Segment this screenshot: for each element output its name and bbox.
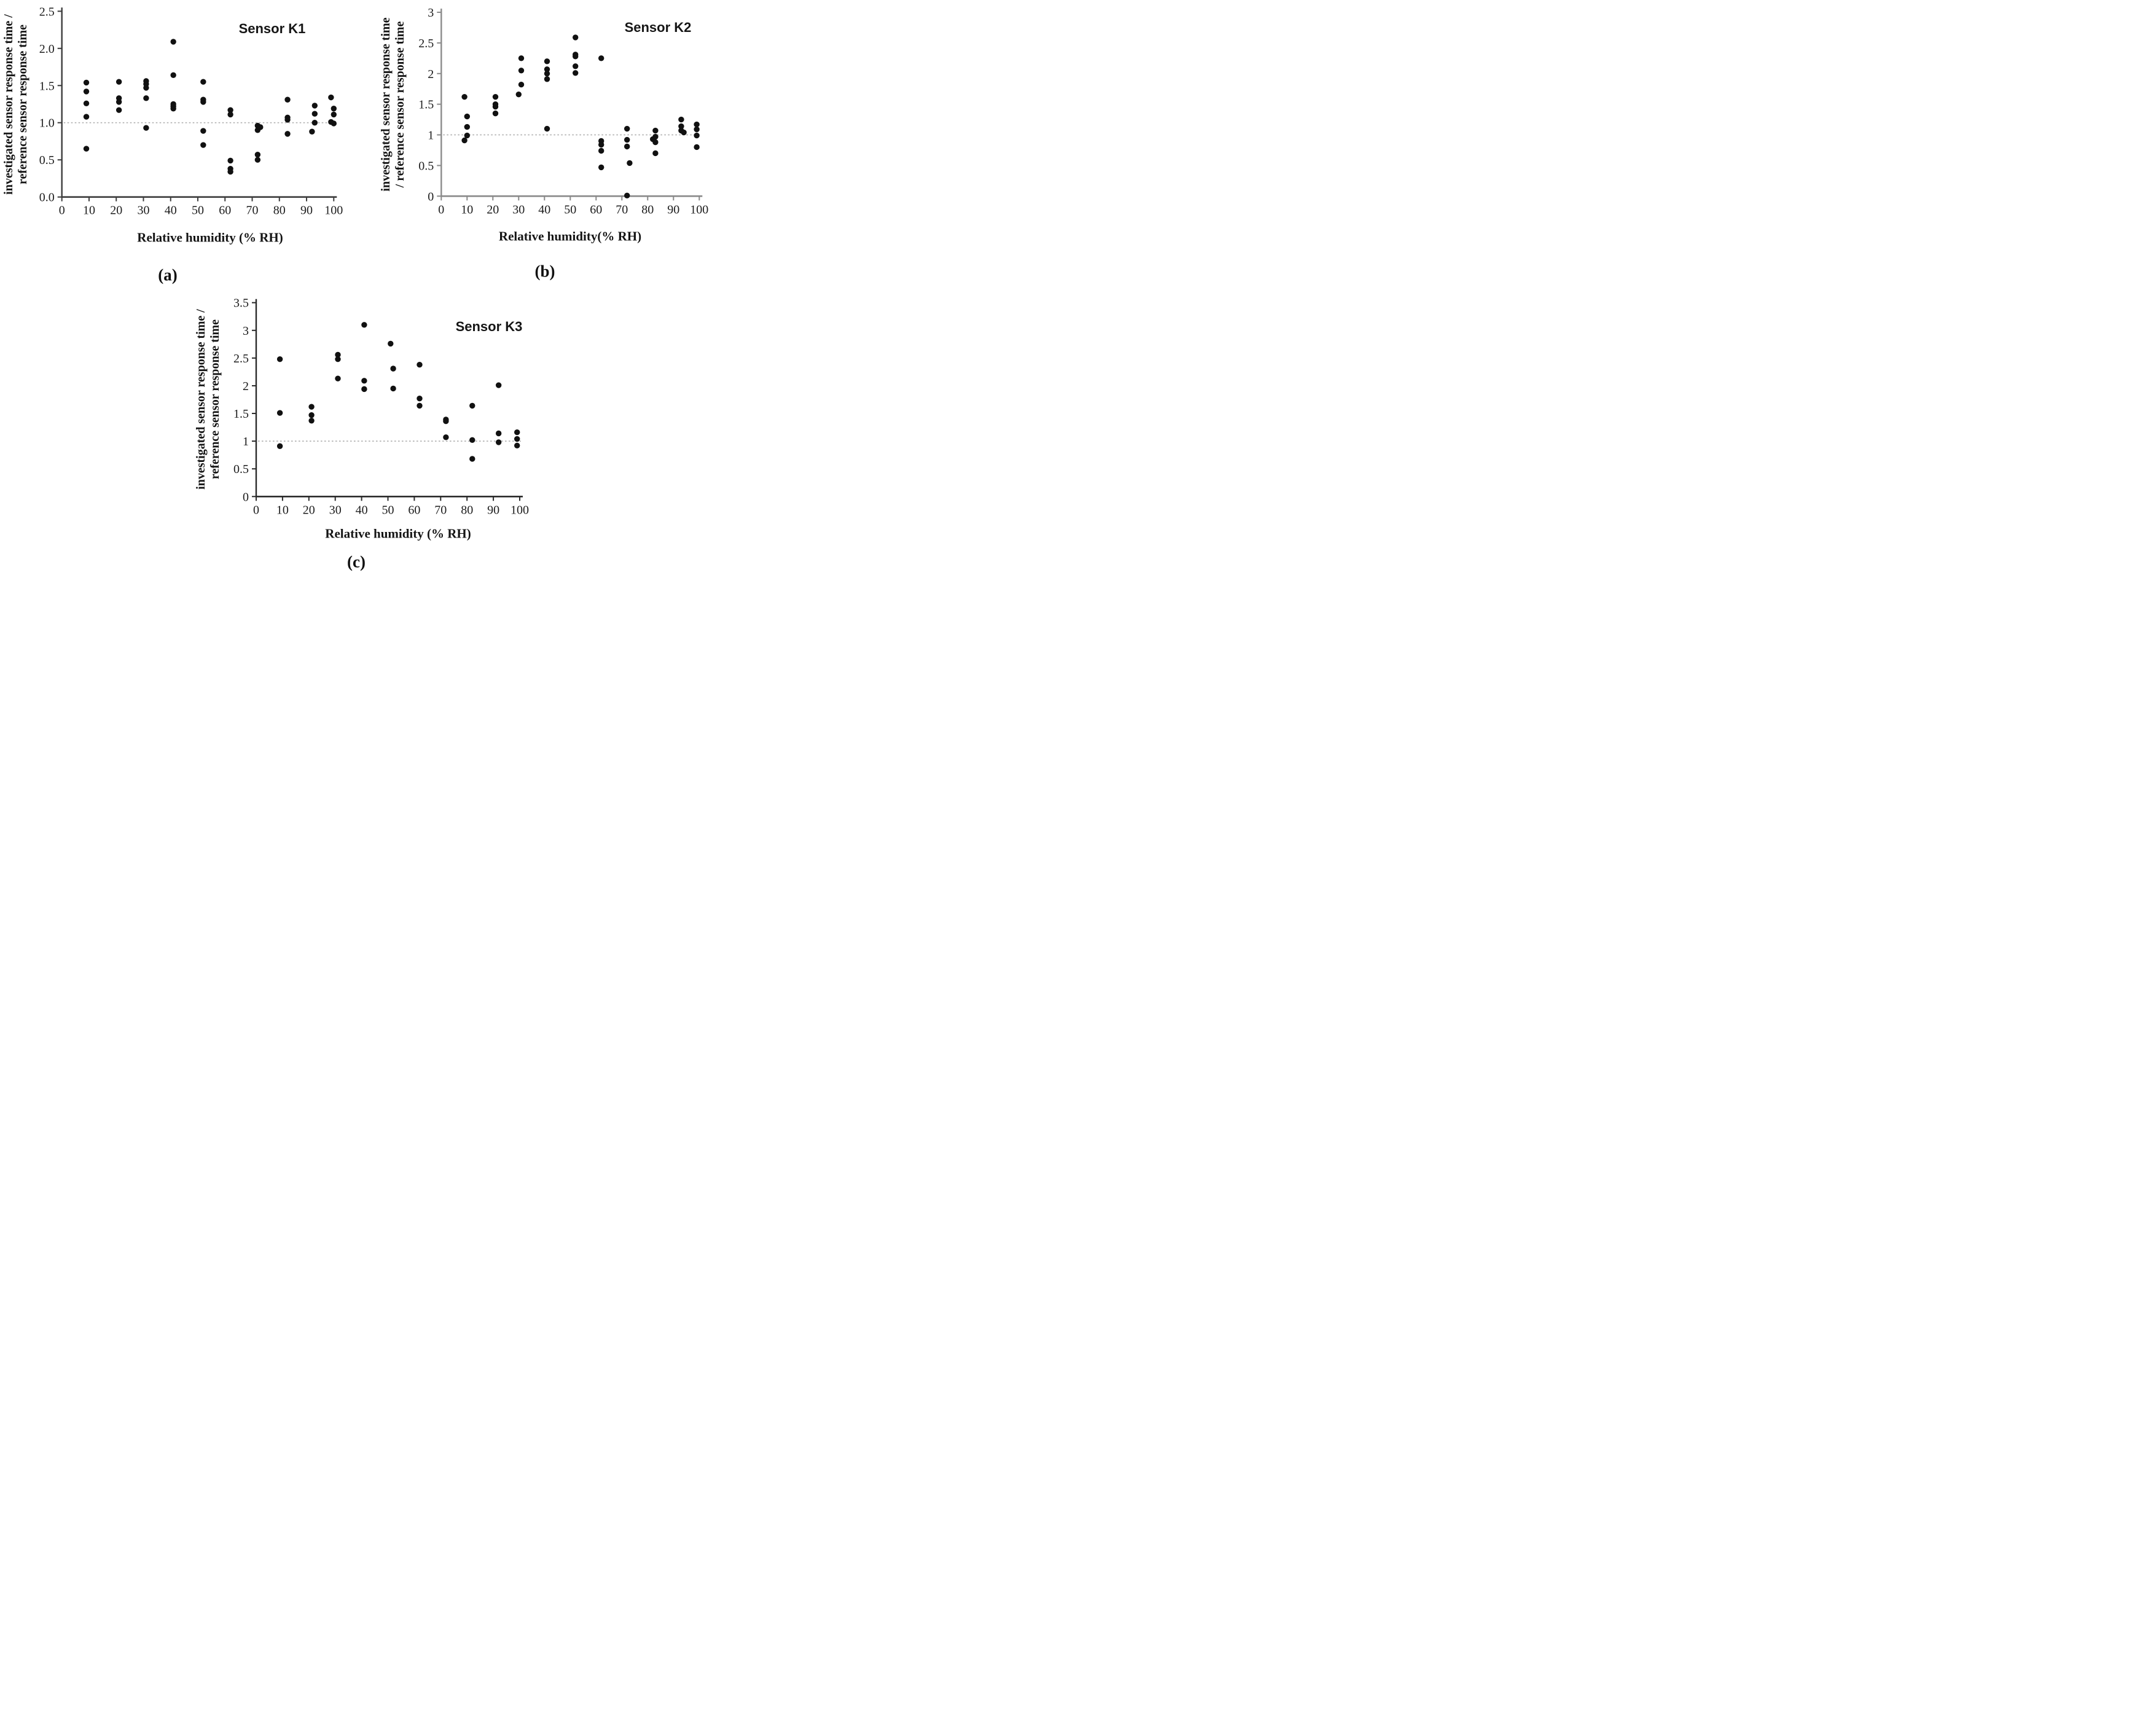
chart-b-x-tick-label: 70	[616, 203, 628, 217]
chart-b-data-point	[493, 104, 498, 109]
chart-c-data-point	[417, 362, 422, 367]
chart-b-x-tick-label: 20	[487, 203, 499, 217]
chart-c-x-tick-label: 40	[355, 503, 368, 517]
chart-c-y-axis-label-line2: reference sensor response time	[208, 319, 222, 480]
chart-a-data-point	[84, 146, 89, 151]
chart-a-data-point	[84, 88, 89, 94]
chart-a-data-point	[227, 158, 233, 163]
chart-b-caption: (b)	[534, 262, 555, 281]
chart-a-data-point	[312, 111, 318, 117]
chart-b-data-point	[516, 92, 522, 97]
chart-a-data-point	[170, 39, 176, 44]
chart-c-data-point	[308, 418, 314, 423]
chart-b-data-point	[544, 126, 550, 131]
chart-b-x-tick-label: 80	[641, 203, 654, 217]
chart-c-data-point	[417, 396, 422, 401]
chart-a-x-tick-label: 90	[300, 203, 313, 217]
chart-c-data-point	[443, 418, 448, 424]
chart-c-data-point	[469, 456, 475, 461]
chart-a-data-point	[116, 107, 122, 112]
chart-a-data-point	[331, 112, 337, 117]
chart-c-data-point	[417, 403, 422, 409]
chart-c-y-tick-label: 3.5	[233, 296, 249, 310]
chart-a-y-tick-label: 1.5	[39, 79, 55, 93]
chart-b-data-point	[573, 70, 578, 76]
chart-b-x-tick-label: 50	[564, 203, 577, 217]
chart-b-x-tick-label: 0	[438, 203, 445, 217]
chart-b-y-tick-label: 0.5	[418, 159, 434, 173]
chart-a-data-point	[312, 103, 318, 108]
chart-a-data-point	[84, 80, 89, 85]
chart-a-data-point	[200, 128, 206, 133]
chart-a-y-axis-label-line2: reference sensor response time	[16, 24, 29, 185]
chart-b-data-point	[627, 160, 632, 166]
chart-a-data-point	[312, 120, 318, 125]
chart-a-y-tick-label: 0.5	[39, 154, 55, 168]
chart-b-data-point	[598, 165, 604, 170]
chart-b-data-point	[598, 55, 604, 61]
chart-c-data-point	[335, 376, 340, 381]
chart-a-data-point	[200, 142, 206, 147]
chart-c-y-tick-label: 0.5	[233, 463, 249, 477]
chart-a-plot	[39, 5, 343, 217]
chart-b-data-point	[464, 124, 470, 130]
chart-a-data-point	[170, 106, 176, 111]
chart-b-data-points	[461, 34, 699, 198]
chart-b-data-point	[573, 53, 578, 59]
chart-c-x-tick-label: 50	[381, 503, 394, 517]
chart-a-x-tick-label: 100	[324, 203, 343, 217]
chart-a-data-point	[143, 95, 149, 101]
chart-b-y-axis-label	[379, 17, 407, 191]
chart-a-x-tick-label: 70	[246, 203, 259, 217]
chart-a-data-point	[227, 169, 233, 174]
chart-c-data-point	[514, 429, 520, 435]
chart-b-x-axis-label: Relative humidity(% RH)	[498, 229, 642, 244]
chart-c-x-tick-label: 70	[434, 503, 447, 517]
chart-a-data-point	[284, 97, 290, 103]
chart-a-title: Sensor K1	[238, 21, 306, 36]
chart-b-y-tick-label: 1.5	[418, 98, 434, 112]
chart-c-data-point	[469, 403, 475, 409]
chart-c-data-point	[469, 437, 475, 443]
chart-b-data-point	[598, 142, 604, 147]
chart-b-data-point	[461, 138, 467, 143]
chart-b-data-point	[464, 114, 470, 119]
chart-b-data-point	[681, 130, 686, 135]
chart-c-data-point	[390, 366, 396, 371]
chart-a-y-tick-label: 1.0	[39, 116, 55, 130]
chart-a-data-point	[116, 79, 122, 85]
chart-a-x-tick-label: 50	[192, 203, 204, 217]
chart-c-data-point	[514, 436, 520, 442]
chart-a-x-tick-label: 0	[58, 203, 65, 217]
chart-b-x-tick-label: 60	[590, 203, 603, 217]
chart-b-x-tick-label: 40	[538, 203, 551, 217]
chart-a-x-tick-label: 60	[219, 203, 232, 217]
chart-b-data-point	[624, 144, 630, 149]
chart-c-data-point	[277, 356, 283, 362]
chart-a-data-point	[84, 114, 89, 119]
chart-c-data-point	[496, 439, 501, 445]
chart-a-caption: (a)	[158, 265, 178, 284]
chart-b-data-point	[624, 137, 630, 143]
chart-c-y-tick-label: 1.5	[233, 407, 249, 421]
chart-b-y-axis-label-line2: / reference sensor response time	[393, 21, 407, 188]
chart-b-data-point	[652, 128, 658, 133]
chart-b-y-tick-label: 2	[428, 67, 434, 81]
figure-canvas	[0, 0, 712, 579]
chart-b-data-point	[544, 76, 550, 82]
chart-c-x-tick-label: 10	[276, 503, 289, 517]
chart-a-data-point	[170, 72, 176, 78]
chart-a-data-point	[84, 101, 89, 106]
chart-a-data-point	[255, 157, 260, 163]
chart-a-data-point	[284, 117, 290, 122]
chart-b-data-point	[694, 133, 699, 138]
chart-b-x-tick-label: 30	[512, 203, 525, 217]
chart-b-data-point	[518, 55, 524, 61]
chart-a-data-point	[309, 129, 315, 135]
chart-c-data-point	[496, 382, 501, 388]
chart-c-data-point	[390, 386, 396, 391]
chart-a-data-points	[84, 39, 337, 174]
chart-a-data-point	[284, 131, 290, 136]
chart-c-data-point	[443, 434, 448, 440]
chart-c-data-point	[388, 341, 393, 346]
chart-a-y-axis-label-line1: investigated sensor response time /	[2, 14, 15, 195]
chart-b-y-tick-label: 0	[428, 190, 434, 204]
chart-c-y-tick-label: 1	[243, 435, 249, 449]
chart-b-x-tick-label: 90	[667, 203, 680, 217]
chart-b-data-point	[518, 82, 524, 87]
scatter-plots-svg	[0, 0, 712, 579]
chart-c-data-point	[361, 386, 367, 392]
chart-c-y-axis-label-line1: investigated sensor response time /	[194, 309, 208, 490]
chart-b-x-tick-label: 100	[690, 203, 709, 217]
chart-a-data-point	[200, 79, 206, 85]
chart-b-plot	[418, 6, 708, 216]
chart-a-y-tick-label: 0.0	[39, 190, 55, 205]
chart-a-data-point	[227, 112, 233, 117]
chart-a-y-tick-label: 2.5	[39, 5, 55, 19]
chart-a-data-point	[200, 99, 206, 104]
chart-a-y-axis-label	[2, 14, 30, 195]
chart-a-data-point	[143, 125, 149, 131]
chart-b-y-tick-label: 1	[428, 128, 434, 143]
chart-b-data-point	[573, 63, 578, 69]
chart-c-x-tick-label: 100	[511, 503, 529, 517]
chart-c-y-tick-label: 2.5	[233, 351, 249, 366]
chart-c-x-tick-label: 90	[487, 503, 500, 517]
chart-b-data-point	[694, 144, 699, 150]
chart-c-x-tick-label: 0	[253, 503, 259, 517]
chart-b-data-point	[464, 133, 470, 138]
chart-a-x-tick-label: 20	[110, 203, 123, 217]
chart-c-y-tick-label: 3	[243, 324, 249, 338]
chart-c-x-tick-label: 80	[461, 503, 474, 517]
chart-b-data-point	[493, 94, 498, 100]
chart-b-data-point	[544, 71, 550, 76]
chart-b-data-point	[573, 34, 578, 40]
chart-c-y-axis-label	[194, 309, 222, 490]
chart-b-data-point	[694, 127, 699, 132]
chart-b-data-point	[678, 117, 684, 122]
chart-a-data-point	[255, 127, 260, 133]
chart-b-data-point	[493, 111, 498, 116]
chart-c-data-point	[308, 404, 314, 410]
chart-b-x-tick-label: 10	[461, 203, 474, 217]
chart-c-caption: (c)	[347, 552, 366, 571]
chart-b-data-point	[652, 139, 658, 145]
chart-b-data-point	[652, 151, 658, 156]
chart-b-data-point	[624, 193, 630, 198]
chart-a-data-point	[143, 85, 149, 90]
chart-a-data-point	[331, 106, 337, 111]
chart-b-y-axis-label-line1: investigated sensor response time	[379, 17, 393, 192]
chart-c-data-point	[277, 444, 283, 449]
chart-a-y-tick-label: 2.0	[39, 42, 55, 56]
chart-c-data-point	[335, 356, 340, 362]
chart-c-x-tick-label: 30	[329, 503, 342, 517]
chart-c-x-tick-label: 20	[302, 503, 315, 517]
chart-b-data-point	[598, 148, 604, 154]
chart-b-data-point	[624, 126, 630, 131]
chart-b-title: Sensor K2	[624, 20, 692, 35]
chart-a-data-point	[116, 99, 122, 104]
chart-a-data-point	[255, 152, 260, 157]
chart-a-x-tick-label: 30	[137, 203, 150, 217]
chart-c-data-point	[277, 410, 283, 415]
chart-c-y-tick-label: 2	[243, 379, 249, 393]
chart-a-data-point	[328, 95, 334, 100]
chart-c-y-tick-label: 0	[243, 490, 249, 504]
chart-a-x-axis-label: Relative humidity (% RH)	[137, 230, 283, 245]
chart-c-data-point	[308, 412, 314, 418]
chart-c-data-point	[514, 443, 520, 448]
chart-b-data-point	[518, 68, 524, 73]
chart-c-x-tick-label: 60	[408, 503, 421, 517]
chart-c-data-point	[361, 322, 367, 327]
chart-b-y-tick-label: 3	[428, 6, 434, 20]
chart-c-data-point	[496, 431, 501, 436]
chart-c-data-point	[361, 378, 367, 383]
chart-b-y-tick-label: 2.5	[418, 36, 434, 50]
chart-a-x-tick-label: 80	[273, 203, 286, 217]
chart-a-data-point	[331, 120, 337, 126]
chart-b-data-point	[544, 58, 550, 64]
chart-b-data-point	[461, 94, 467, 100]
chart-a-x-tick-label: 10	[82, 203, 95, 217]
chart-c-title: Sensor K3	[455, 319, 523, 334]
chart-c-x-axis-label: Relative humidity (% RH)	[325, 526, 471, 541]
chart-a-x-tick-label: 40	[164, 203, 177, 217]
